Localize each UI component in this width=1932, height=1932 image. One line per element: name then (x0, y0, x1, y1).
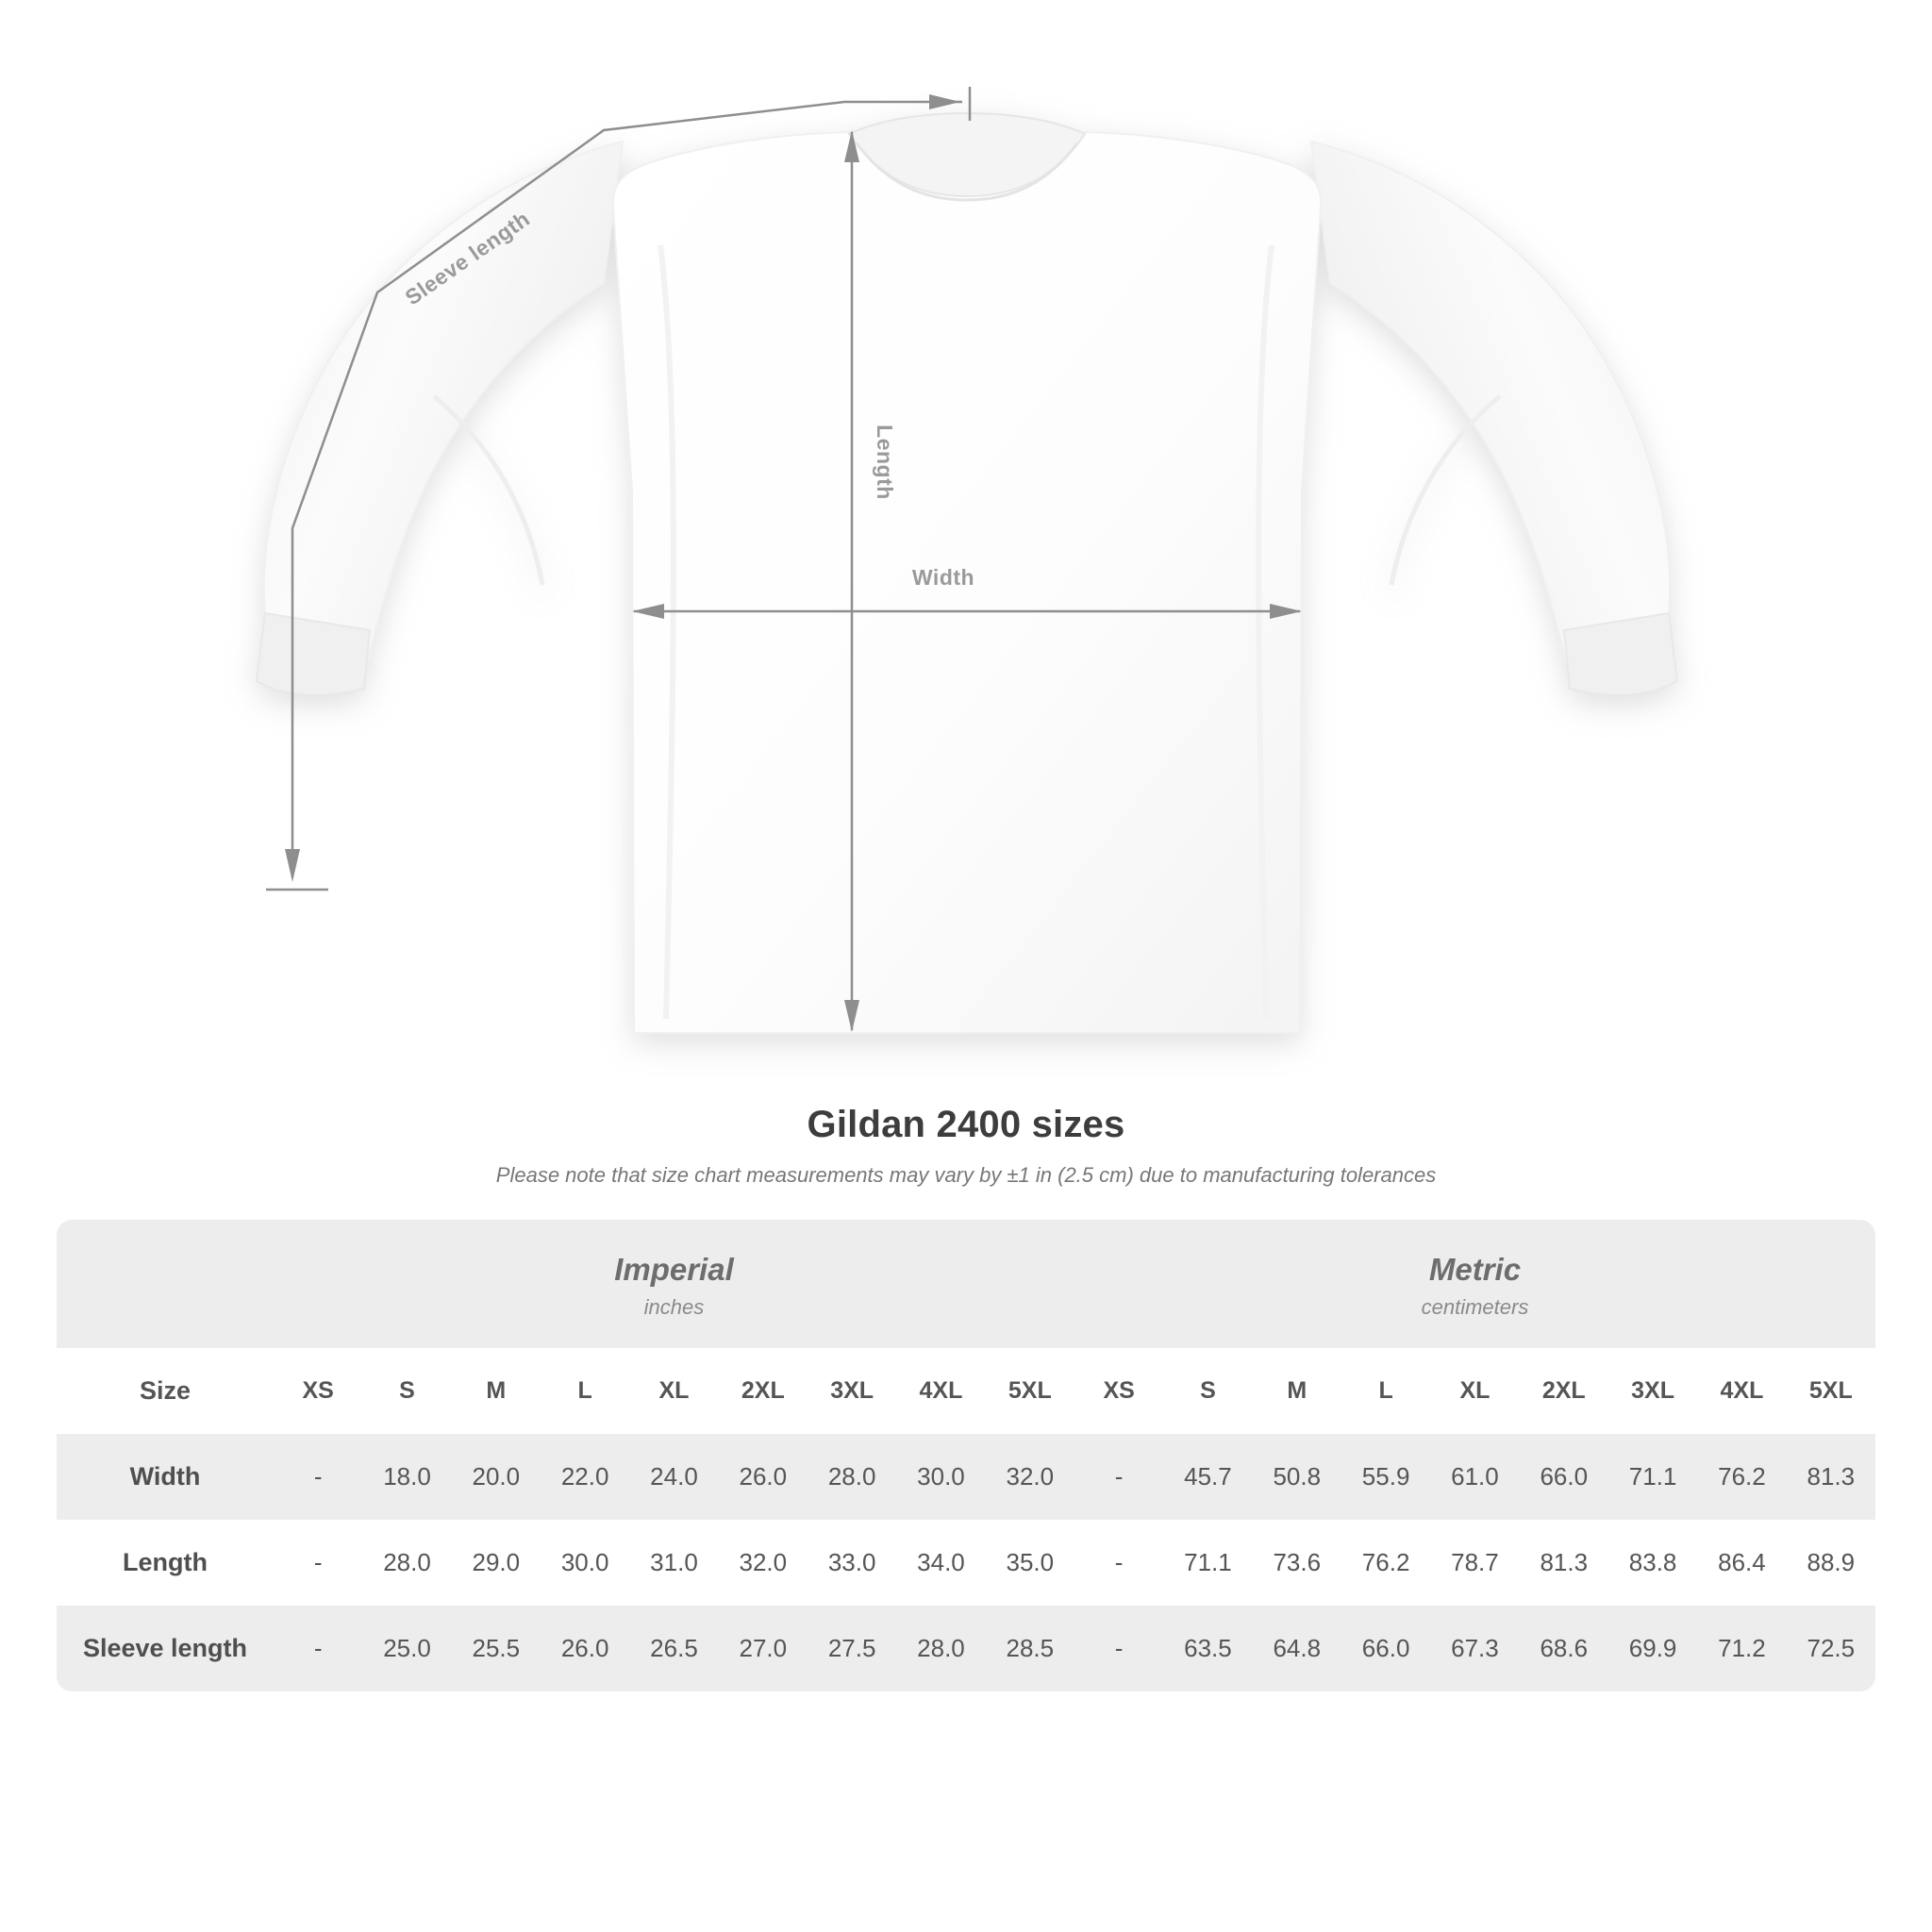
cell-length-imperial-l: 30.0 (541, 1520, 629, 1606)
cell-sleeve-imperial-xs: - (274, 1606, 362, 1691)
sleeve-length-label: Sleeve length (400, 206, 535, 310)
cell-width-imperial-xs: - (274, 1434, 362, 1520)
cell-sleeve-imperial-4xl: 28.0 (896, 1606, 985, 1691)
unit-header-metric (1074, 1220, 1875, 1348)
size-header-imperial-l: L (541, 1348, 629, 1434)
cell-length-imperial-2xl: 32.0 (719, 1520, 808, 1606)
size-header-imperial-5xl: 5XL (986, 1348, 1074, 1434)
length-label: Length (873, 425, 897, 500)
cell-width-imperial-3xl: 28.0 (808, 1434, 896, 1520)
cell-width-metric-xl: 61.0 (1430, 1434, 1519, 1520)
size-header-metric-2xl: 2XL (1520, 1348, 1608, 1434)
size-header-row (57, 1348, 1875, 1434)
cell-width-imperial-5xl: 32.0 (986, 1434, 1074, 1520)
cell-sleeve-metric-4xl: 71.2 (1697, 1606, 1786, 1691)
unit-header-imperial (274, 1220, 1074, 1348)
cell-width-imperial-xl: 24.0 (629, 1434, 718, 1520)
cell-length-metric-xs: - (1074, 1520, 1163, 1606)
cell-length-metric-3xl: 83.8 (1608, 1520, 1697, 1606)
size-header-metric-l: L (1341, 1348, 1430, 1434)
cell-sleeve-metric-xs: - (1074, 1606, 1163, 1691)
cell-width-imperial-2xl: 26.0 (719, 1434, 808, 1520)
cell-width-metric-xs: - (1074, 1434, 1163, 1520)
cell-width-metric-s: 45.7 (1163, 1434, 1252, 1520)
cell-sleeve-imperial-s: 25.0 (362, 1606, 451, 1691)
table-row (57, 1434, 1875, 1520)
unit-sub-imperial: inches (643, 1295, 705, 1319)
size-header-imperial-xl: XL (629, 1348, 718, 1434)
size-table (57, 1220, 1875, 1691)
cell-length-imperial-xs: - (274, 1520, 362, 1606)
cell-length-metric-4xl: 86.4 (1697, 1520, 1786, 1606)
arrow-head (285, 849, 300, 882)
cell-length-metric-2xl: 81.3 (1520, 1520, 1608, 1606)
cell-sleeve-imperial-3xl: 27.5 (808, 1606, 896, 1691)
width-label: Width (911, 565, 975, 590)
cell-length-imperial-4xl: 34.0 (896, 1520, 985, 1606)
size-header-metric-xs: XS (1074, 1348, 1163, 1434)
right-sleeve (1311, 142, 1670, 660)
cell-length-imperial-3xl: 33.0 (808, 1520, 896, 1606)
cell-length-metric-s: 71.1 (1163, 1520, 1252, 1606)
cell-width-metric-2xl: 66.0 (1520, 1434, 1608, 1520)
cell-width-metric-l: 55.9 (1341, 1434, 1430, 1520)
cell-length-metric-m: 73.6 (1253, 1520, 1341, 1606)
cell-length-imperial-5xl: 35.0 (986, 1520, 1074, 1606)
size-header-imperial-m: M (452, 1348, 541, 1434)
table-row (57, 1606, 1875, 1691)
cell-sleeve-imperial-l: 26.0 (541, 1606, 629, 1691)
size-header-metric-m: M (1253, 1348, 1341, 1434)
cell-length-imperial-m: 29.0 (452, 1520, 541, 1606)
cell-width-metric-m: 50.8 (1253, 1434, 1341, 1520)
cell-sleeve-imperial-5xl: 28.5 (986, 1606, 1074, 1691)
unit-header-row (57, 1220, 1875, 1348)
arrow-head (929, 94, 960, 109)
unit-title-imperial: Imperial (614, 1252, 734, 1287)
chart-title: Gildan 2400 sizes (807, 1104, 1125, 1145)
row-label-width: Width (57, 1434, 274, 1520)
cell-sleeve-metric-xl: 67.3 (1430, 1606, 1519, 1691)
cell-width-metric-4xl: 76.2 (1697, 1434, 1786, 1520)
cell-sleeve-metric-3xl: 69.9 (1608, 1606, 1697, 1691)
cell-width-imperial-l: 22.0 (541, 1434, 629, 1520)
size-header-imperial-s: S (362, 1348, 451, 1434)
size-header-imperial-3xl: 3XL (808, 1348, 896, 1434)
chart-note: Please note that size chart measurements may vary by ±1 in (2.5 cm) due to manufacturing tolerances (495, 1163, 1437, 1187)
unit-sub-metric: centimeters (1421, 1295, 1529, 1319)
cell-width-imperial-m: 20.0 (452, 1434, 541, 1520)
cell-length-metric-l: 76.2 (1341, 1520, 1430, 1606)
chart-heading-block (0, 1104, 1932, 1188)
row-label-length: Length (57, 1520, 274, 1606)
cell-sleeve-metric-5xl: 72.5 (1787, 1606, 1875, 1691)
size-header-metric-s: S (1163, 1348, 1252, 1434)
cell-length-imperial-s: 28.0 (362, 1520, 451, 1606)
size-header-imperial-2xl: 2XL (719, 1348, 808, 1434)
cell-width-imperial-4xl: 30.0 (896, 1434, 985, 1520)
size-header-metric-3xl: 3XL (1608, 1348, 1697, 1434)
cell-width-metric-5xl: 81.3 (1787, 1434, 1875, 1520)
cell-sleeve-imperial-m: 25.5 (452, 1606, 541, 1691)
cell-sleeve-imperial-2xl: 27.0 (719, 1606, 808, 1691)
table-row (57, 1520, 1875, 1606)
cell-width-metric-3xl: 71.1 (1608, 1434, 1697, 1520)
cell-sleeve-imperial-xl: 26.5 (629, 1606, 718, 1691)
unit-header-spacer (57, 1220, 274, 1348)
size-table-wrapper (57, 1220, 1875, 1691)
cell-length-metric-5xl: 88.9 (1787, 1520, 1875, 1606)
cell-length-imperial-xl: 31.0 (629, 1520, 718, 1606)
size-header-metric-4xl: 4XL (1697, 1348, 1786, 1434)
size-header-imperial-4xl: 4XL (896, 1348, 985, 1434)
cell-width-imperial-s: 18.0 (362, 1434, 451, 1520)
cell-sleeve-metric-m: 64.8 (1253, 1606, 1341, 1691)
size-header-label: Size (57, 1348, 274, 1434)
row-label-sleeve-length: Sleeve length (57, 1606, 274, 1691)
unit-title-metric: Metric (1428, 1252, 1522, 1287)
size-header-imperial-xs: XS (274, 1348, 362, 1434)
size-header-metric-xl: XL (1430, 1348, 1519, 1434)
left-sleeve (264, 142, 623, 660)
cell-length-metric-xl: 78.7 (1430, 1520, 1519, 1606)
size-header-metric-5xl: 5XL (1787, 1348, 1875, 1434)
cell-sleeve-metric-s: 63.5 (1163, 1606, 1252, 1691)
cell-sleeve-metric-2xl: 68.6 (1520, 1606, 1608, 1691)
cell-sleeve-metric-l: 66.0 (1341, 1606, 1430, 1691)
